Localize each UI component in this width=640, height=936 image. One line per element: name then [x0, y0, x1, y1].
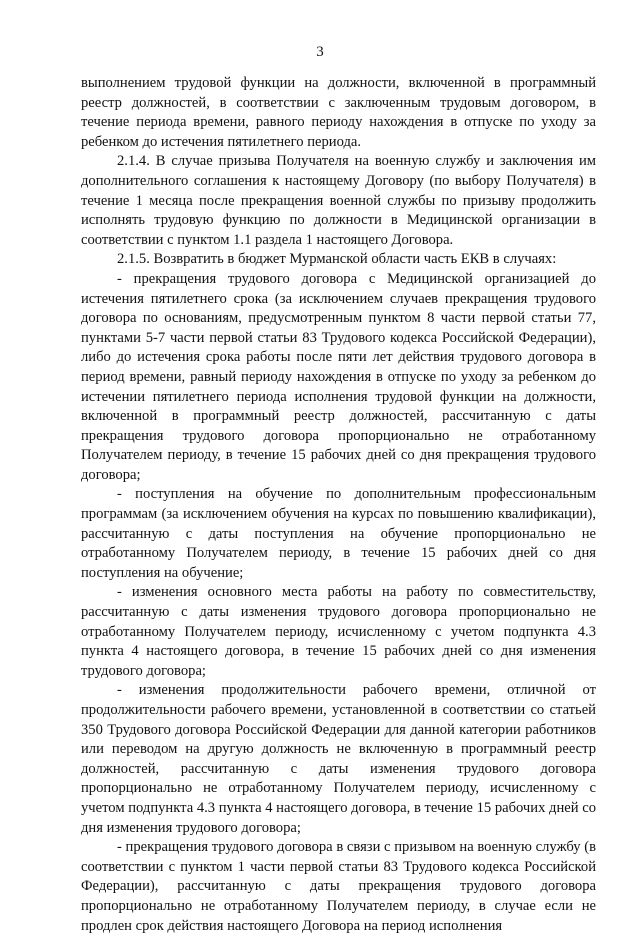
document-body: [81, 74, 596, 936]
list-item-working-hours: - изменения продолжительности рабочего времени, отличной от продолжительности рабочего времени, установленной в соответствии со статьей 350 Трудового договора Российской Федерации для данной категории работников или переводом на другую должность не включенную в программный реестр должностей, рассчитанную с даты изменения трудового договора пропорционально не отработанному Получателем периоду, исчисленному с учетом подпункта 4.3 пункта 4 настоящего договора, в течение 15 рабочих дней со дня изменения трудового договора;: [81, 682, 596, 836]
list-item-military-service: - прекращения трудового договора в связи с призывом на военную службу (в соответствии с пунктом 1 части первой статьи 83 Трудового кодекса Российской Федерации), рассчитанную с даты прекращения трудового договора пропорционально не отработанному Получателем периоду, в случае если не продлен срок действия настоящего Договора на период исполнения: [81, 839, 596, 934]
list-item-training: - поступления на обучение по дополнительным профессиональным программам (за исключением обучения на курсах по повышению квалификации), рассчитанную с даты поступления на обучение пропорционально не отработанному Получателем периоду, в течение 15 рабочих дней со дня поступления на обучение;: [81, 486, 596, 581]
page-number: 3: [316, 44, 324, 60]
list-item-termination: - прекращения трудового договора с Медицинской организацией до истечения пятилетнего срока (за исключением случаев прекращения трудового договора по основаниям, предусмотренным пунктом 8 части первой статьи 77, пунктами 5-7 части первой статьи 83 Трудового кодекса Российской Федерации), либо до истечения срока работы после пяти лет действия трудового договора в период времени, равный периоду нахождения в отпуске по уходу за ребенком до истечении пятилетнего периода исполнения трудовой функции на должности, включенной в программный реестр должностей, рассчитанную с даты прекращения трудового договора пропорционально не отработанному Получателем периоду, в течение 15 рабочих дней со дня прекращения трудового договора;: [81, 270, 596, 483]
paragraph-clause-2-1-4: 2.1.4. В случае призыва Получателя на военную службу и заключения им дополнительного соглашения к настоящему Договору (по выбору Получателя) в течение 1 месяца после прекращения военной службы по призыву продолжить исполнять трудовую функцию по должности в Медицинской организации в соответствии с пунктом 1.1 раздела 1 настоящего Договора.: [81, 153, 596, 248]
list-item-part-time: - изменения основного места работы на работу по совместительству, рассчитанную с даты изменения трудового договора пропорционально не отработанному Получателем периоду, исчисленному с учетом подпункта 4.3 пункта 4 настоящего договора, в течение 15 рабочих дней со дня изменения трудового договора;: [81, 584, 596, 679]
paragraph-clause-2-1-5: 2.1.5. Возвратить в бюджет Мурманской области часть ЕКВ в случаях:: [117, 251, 557, 268]
paragraph-continuation: выполнением трудовой функции на должности, включенной в программный реестр должностей, в соответствии с заключенным трудовым договором, в течение периода времени, равного периоду нахождения в отпуске по уходу за ребенком до истечения пятилетнего периода.: [81, 75, 596, 150]
